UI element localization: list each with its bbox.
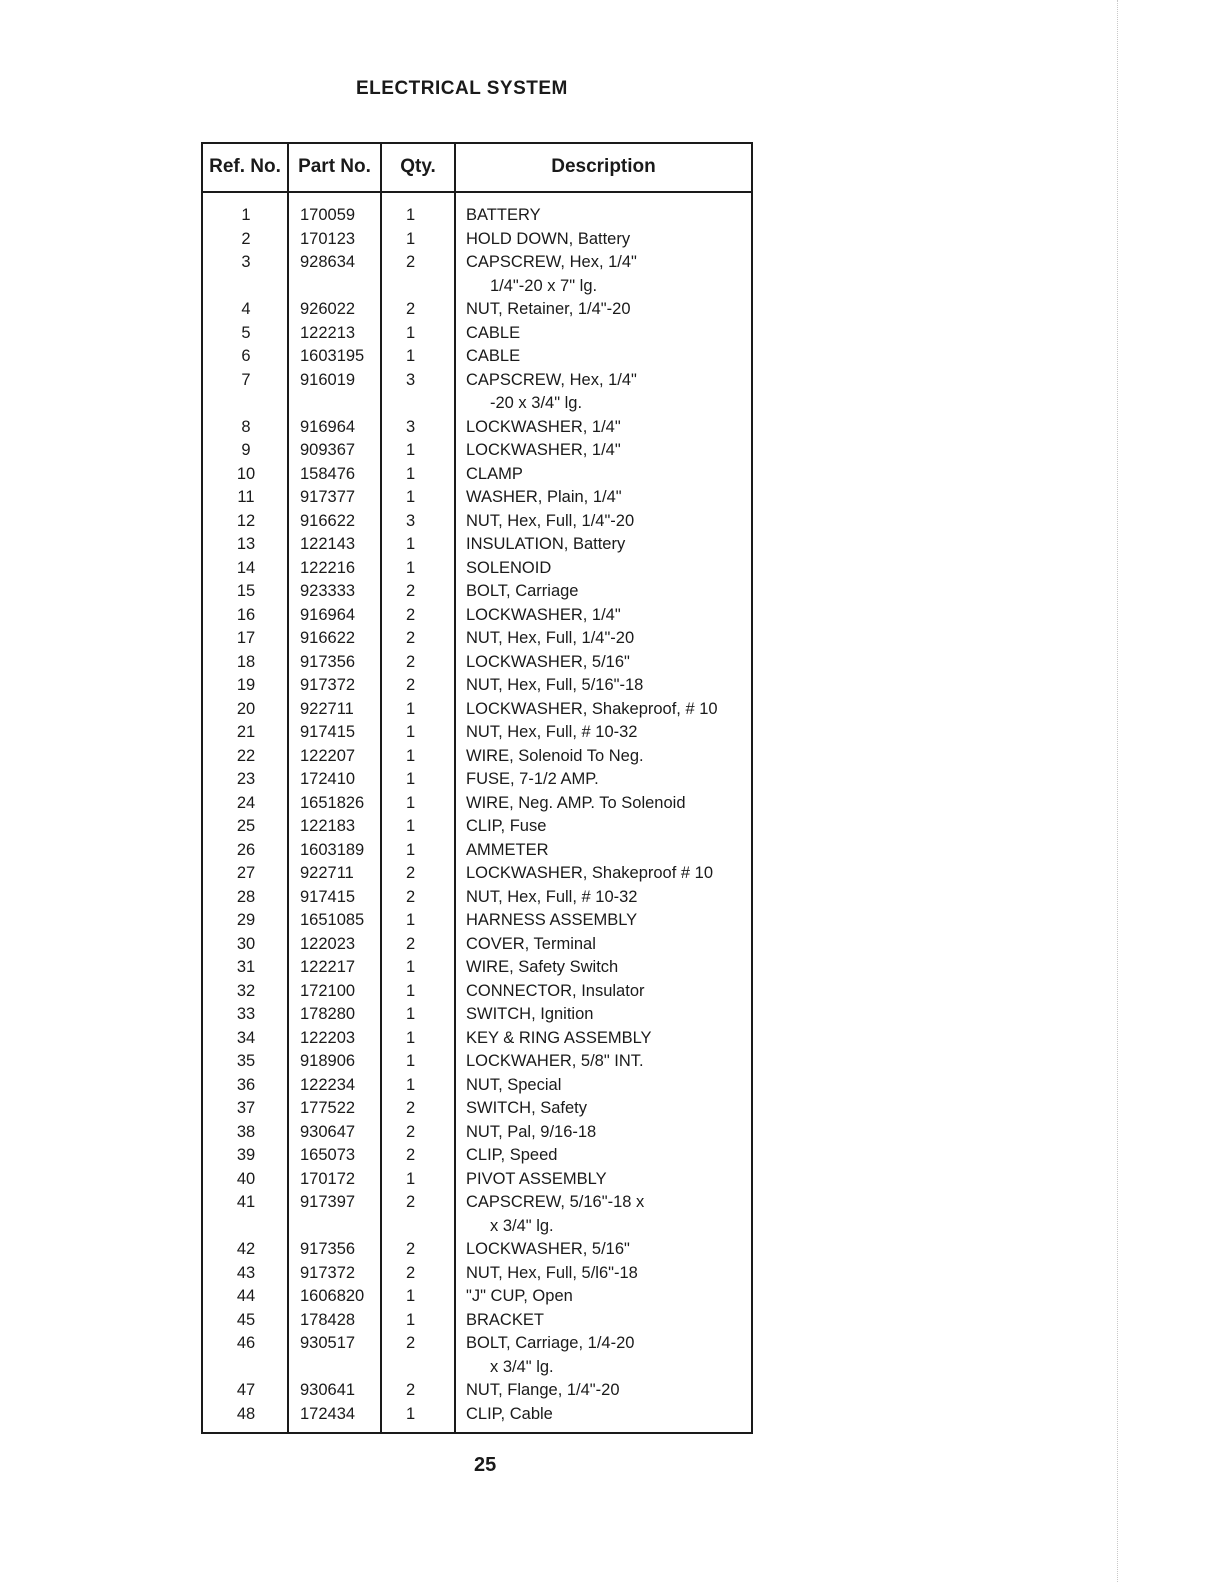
part-number-cell: 170172: [300, 1169, 356, 1188]
quantity-cell: 2: [406, 652, 416, 671]
ref-cell: [203, 1215, 289, 1239]
ref-cell: 43: [236, 1263, 256, 1282]
description-cell: x 3/4" lg.: [490, 1357, 554, 1376]
table-row: [203, 486, 751, 510]
part-number-cell: 1651826: [300, 793, 365, 812]
ref-cell: [203, 275, 289, 299]
quantity-cell: 2: [406, 1263, 416, 1282]
part-number-cell: 918906: [300, 1052, 356, 1070]
quantity-cell: 1: [406, 1404, 416, 1423]
description-cell: CLAMP: [466, 464, 523, 483]
table-row: [203, 651, 751, 675]
page-title: ELECTRICAL SYSTEM: [356, 78, 568, 99]
description-cell: CABLE: [466, 347, 521, 365]
table-row: [203, 1332, 751, 1356]
quantity-cell: 1: [406, 558, 416, 577]
table-row: [203, 627, 751, 651]
part-number-cell: 122213: [300, 323, 356, 342]
quantity-cell: 3: [406, 370, 416, 389]
description-cell: HOLD DOWN, Battery: [466, 229, 631, 248]
part-number-cell: 917415: [300, 723, 356, 741]
ref-cell: 33: [236, 1005, 256, 1023]
table-row: [203, 322, 751, 346]
table-row: [203, 980, 751, 1004]
part-number-cell: 917377: [300, 488, 356, 506]
ref-cell: 19: [236, 676, 256, 694]
table-row: [203, 862, 751, 886]
ref-cell: 10: [236, 464, 256, 483]
table-row: [203, 275, 751, 299]
part-number-cell: 917356: [300, 652, 356, 671]
description-cell: BATTERY: [466, 206, 541, 224]
description-cell: HARNESS ASSEMBLY: [466, 911, 638, 929]
part-number-cell: 930641: [300, 1381, 356, 1399]
page-number: 25: [474, 1454, 497, 1476]
quantity-cell: 2: [406, 934, 416, 953]
ref-cell: 11: [237, 488, 255, 506]
quantity-cell: 2: [406, 1099, 416, 1117]
description-cell: LOCKWAHER, 5/8" INT.: [466, 1052, 644, 1070]
table-row: [203, 604, 751, 628]
part-number-cell: 170123: [300, 229, 356, 248]
table-row: [203, 1097, 751, 1121]
quantity-cell: 2: [406, 1146, 416, 1164]
description-cell: SWITCH, Ignition: [466, 1005, 594, 1023]
quantity-cell: 1: [406, 699, 416, 718]
table-row: [203, 533, 751, 557]
description-cell: LOCKWASHER, Shakeproof, # 10: [466, 699, 718, 718]
quantity-cell: 1: [406, 1075, 416, 1094]
ref-cell: 45: [236, 1310, 256, 1329]
description-cell: WIRE, Solenoid To Neg.: [466, 746, 644, 765]
table-row: [203, 1050, 751, 1074]
ref-cell: 34: [236, 1028, 256, 1047]
ref-cell: 26: [236, 840, 256, 859]
part-number-cell: 926022: [300, 300, 356, 318]
ref-cell: 36: [236, 1075, 256, 1094]
quantity-cell: 2: [406, 629, 416, 647]
quantity-cell: 2: [406, 605, 416, 624]
description-cell: WIRE, Neg. AMP. To Solenoid: [466, 793, 686, 812]
table-row: [203, 1027, 751, 1051]
table-row: [203, 839, 751, 863]
description-cell: WIRE, Safety Switch: [466, 958, 619, 976]
part-number-cell: 178280: [300, 1005, 356, 1023]
part-number-cell: 917397: [300, 1193, 356, 1211]
quantity-cell: 3: [406, 511, 416, 530]
part-number-cell: 916964: [300, 417, 356, 436]
description-cell: x 3/4" lg.: [490, 1216, 554, 1235]
ref-cell: 12: [236, 511, 256, 530]
description-cell: FUSE, 7-1/2 AMP.: [466, 770, 599, 788]
description-cell: NUT, Flange, 1/4"-20: [466, 1381, 620, 1399]
description-cell: BRACKET: [466, 1310, 544, 1329]
description-cell: LOCKWASHER, 1/4": [466, 441, 621, 459]
description-cell: LOCKWASHER, 1/4": [466, 605, 621, 624]
description-cell: CLIP, Fuse: [466, 817, 547, 835]
ref-cell: 6: [241, 347, 251, 365]
quantity-cell: 1: [406, 488, 416, 506]
part-number-cell: 122216: [300, 558, 356, 577]
table-row: [203, 439, 751, 463]
part-number-cell: 122023: [300, 934, 356, 953]
ref-cell: 9: [241, 441, 251, 459]
ref-cell: [203, 1356, 289, 1380]
table-row: [203, 463, 751, 487]
description-cell: CAPSCREW, Hex, 1/4": [466, 370, 637, 389]
ref-cell: 23: [236, 770, 256, 788]
page-edge: [1117, 0, 1118, 1582]
table-row: [203, 1215, 751, 1239]
quantity-cell: 2: [406, 253, 416, 271]
ref-cell: 27: [236, 864, 256, 882]
table-row: [203, 1285, 751, 1309]
part-number-cell: [289, 392, 384, 416]
table-row: [203, 1238, 751, 1262]
ref-cell: 48: [236, 1404, 256, 1423]
table-row: [203, 1403, 751, 1427]
part-number-cell: 172434: [300, 1404, 356, 1423]
description-cell: SOLENOID: [466, 558, 552, 577]
ref-cell: 21: [236, 723, 256, 741]
table-row: [203, 721, 751, 745]
part-number-cell: 928634: [300, 253, 356, 271]
ref-cell: 14: [236, 558, 256, 577]
part-number-cell: 172100: [300, 981, 356, 1000]
quantity-cell: [384, 275, 456, 299]
quantity-cell: 2: [406, 1240, 416, 1258]
table-body: [203, 204, 751, 1426]
part-number-cell: 917372: [300, 676, 356, 694]
description-cell: CAPSCREW, Hex, 1/4": [466, 253, 637, 271]
description-cell: CABLE: [466, 323, 521, 342]
quantity-cell: 1: [406, 723, 416, 741]
quantity-cell: 1: [406, 1028, 416, 1047]
ref-cell: [203, 392, 289, 416]
ref-cell: 24: [236, 793, 256, 812]
quantity-cell: 2: [406, 582, 416, 600]
ref-cell: 47: [236, 1381, 256, 1399]
part-number-cell: 930517: [300, 1334, 356, 1352]
column-header-part: Part No.: [298, 156, 371, 177]
part-number-cell: 1603189: [300, 840, 365, 859]
table-row: [203, 251, 751, 275]
part-number-cell: 917415: [300, 887, 356, 906]
quantity-cell: 1: [406, 535, 416, 553]
ref-cell: 31: [236, 958, 256, 976]
table-row: [203, 1379, 751, 1403]
description-cell: BOLT, Carriage, 1/4-20: [466, 1334, 635, 1352]
ref-cell: 18: [236, 652, 256, 671]
part-number-cell: 122183: [300, 817, 356, 835]
column-header-description: Description: [551, 156, 656, 177]
ref-cell: 3: [241, 253, 251, 271]
description-cell: NUT, Hex, Full, 1/4"-20: [466, 629, 635, 647]
description-cell: -20 x 3/4" lg.: [490, 394, 583, 412]
quantity-cell: 1: [406, 1169, 416, 1188]
ref-cell: 46: [236, 1334, 256, 1352]
description-cell: NUT, Hex, Full, 5/16"-18: [466, 676, 644, 694]
part-number-cell: 158476: [300, 464, 356, 483]
part-number-cell: 122207: [300, 746, 356, 765]
description-cell: SWITCH, Safety: [466, 1099, 588, 1117]
description-cell: NUT, Retainer, 1/4"-20: [466, 300, 631, 318]
ref-cell: 25: [236, 817, 256, 835]
part-number-cell: 922711: [300, 864, 354, 882]
description-cell: BOLT, Carriage: [466, 582, 579, 600]
description-cell: CLIP, Speed: [466, 1146, 558, 1164]
table-row: [203, 1262, 751, 1286]
ref-cell: 40: [236, 1169, 256, 1188]
quantity-cell: 1: [406, 746, 416, 765]
description-cell: NUT, Hex, Full, 5/l6"-18: [466, 1263, 638, 1282]
description-cell: CLIP, Cable: [466, 1404, 553, 1423]
ref-cell: 22: [236, 746, 256, 765]
quantity-cell: 1: [406, 840, 416, 859]
description-cell: NUT, Pal, 9/16-18: [466, 1122, 597, 1141]
quantity-cell: 1: [406, 981, 416, 1000]
part-number-cell: 917372: [300, 1263, 356, 1282]
part-number-cell: 177522: [300, 1099, 356, 1117]
table-row: [203, 557, 751, 581]
part-number-cell: 922711: [300, 699, 354, 718]
description-cell: NUT, Hex, Full, # 10-32: [466, 723, 638, 741]
ref-cell: 39: [236, 1146, 256, 1164]
table-row: [203, 510, 751, 534]
table-row: [203, 345, 751, 369]
ref-cell: 41: [236, 1193, 256, 1211]
table-row: [203, 369, 751, 393]
quantity-cell: 2: [406, 887, 416, 906]
part-number-cell: 122203: [300, 1028, 356, 1047]
table-row: [203, 1356, 751, 1380]
table-row: [203, 745, 751, 769]
table-row: [203, 815, 751, 839]
quantity-cell: 1: [406, 229, 416, 248]
quantity-cell: 1: [406, 206, 416, 224]
part-number-cell: 916019: [300, 370, 356, 389]
quantity-cell: [384, 1356, 456, 1380]
part-number-cell: 122217: [300, 958, 356, 976]
quantity-cell: [384, 392, 456, 416]
part-number-cell: 916964: [300, 605, 356, 624]
ref-cell: 7: [241, 370, 251, 389]
table-row: [203, 228, 751, 252]
ref-cell: 4: [241, 300, 251, 318]
part-number-cell: 1606820: [300, 1287, 365, 1305]
quantity-cell: 1: [406, 347, 416, 365]
quantity-cell: 1: [406, 1287, 416, 1305]
ref-cell: 38: [236, 1122, 256, 1141]
description-cell: AMMETER: [466, 840, 549, 859]
description-cell: NUT, Special: [466, 1075, 562, 1094]
description-cell: "J" CUP, Open: [466, 1287, 573, 1305]
quantity-cell: 1: [406, 464, 416, 483]
part-number-cell: 170059: [300, 206, 356, 224]
part-number-cell: 122143: [300, 535, 356, 553]
table-row: [203, 933, 751, 957]
part-number-cell: [289, 1356, 384, 1380]
quantity-cell: 1: [406, 1052, 416, 1070]
quantity-cell: 1: [406, 1005, 416, 1023]
quantity-cell: 1: [406, 323, 416, 342]
quantity-cell: 3: [406, 417, 416, 436]
part-number-cell: 916622: [300, 511, 356, 530]
description-cell: CAPSCREW, 5/16"-18 x: [466, 1193, 645, 1211]
ref-cell: 37: [236, 1099, 256, 1117]
header-divider: [203, 191, 751, 193]
ref-cell: 8: [241, 417, 251, 436]
quantity-cell: 2: [406, 864, 416, 882]
table-row: [203, 956, 751, 980]
description-cell: NUT, Hex, Full, 1/4"-20: [466, 511, 635, 530]
description-cell: COVER, Terminal: [466, 934, 596, 953]
ref-cell: 32: [236, 981, 256, 1000]
description-cell: WASHER, Plain, 1/4": [466, 488, 622, 506]
table-row: [203, 1191, 751, 1215]
ref-cell: 42: [236, 1240, 256, 1258]
ref-cell: 29: [236, 911, 256, 929]
ref-cell: 13: [236, 535, 256, 553]
ref-cell: 17: [236, 629, 256, 647]
part-number-cell: 909367: [300, 441, 356, 459]
description-cell: LOCKWASHER, 5/16": [466, 652, 630, 671]
part-number-cell: [289, 1215, 384, 1239]
ref-cell: 5: [241, 323, 251, 342]
description-cell: NUT, Hex, Full, # 10-32: [466, 887, 638, 906]
part-number-cell: 930647: [300, 1122, 356, 1141]
description-cell: 1/4"-20 x 7" lg.: [490, 276, 598, 295]
part-number-cell: 165073: [300, 1146, 356, 1164]
ref-cell: 15: [236, 582, 256, 600]
ref-cell: 16: [236, 605, 256, 624]
quantity-cell: 1: [406, 1310, 416, 1329]
table-row: [203, 1168, 751, 1192]
quantity-cell: 1: [406, 958, 416, 976]
description-cell: CONNECTOR, Insulator: [466, 981, 645, 1000]
parts-table: [201, 142, 753, 1434]
ref-cell: 44: [236, 1287, 256, 1305]
table-row: [203, 204, 751, 228]
table-row: [203, 1121, 751, 1145]
table-row: [203, 768, 751, 792]
quantity-cell: 2: [406, 1193, 416, 1211]
table-row: [203, 298, 751, 322]
description-cell: LOCKWASHER, Shakeproof # 10: [466, 864, 714, 882]
quantity-cell: 2: [406, 1122, 416, 1141]
description-cell: PIVOT ASSEMBLY: [466, 1169, 607, 1188]
quantity-cell: 1: [406, 911, 416, 929]
quantity-cell: 1: [406, 770, 416, 788]
ref-cell: 2: [241, 229, 251, 248]
quantity-cell: 1: [406, 793, 416, 812]
part-number-cell: 1603195: [300, 347, 365, 365]
description-cell: LOCKWASHER, 1/4": [466, 417, 621, 436]
quantity-cell: 2: [406, 1381, 416, 1399]
table-row: [203, 392, 751, 416]
part-number-cell: 917356: [300, 1240, 356, 1258]
part-number-cell: 172410: [300, 770, 356, 788]
table-row: [203, 1144, 751, 1168]
table-row: [203, 416, 751, 440]
part-number-cell: 923333: [300, 582, 356, 600]
table-row: [203, 886, 751, 910]
part-number-cell: 178428: [300, 1310, 356, 1329]
ref-cell: 1: [241, 206, 251, 224]
ref-cell: 30: [236, 934, 256, 953]
table-row: [203, 698, 751, 722]
column-header-ref: Ref. No.: [209, 156, 281, 177]
quantity-cell: 2: [406, 300, 416, 318]
table-row: [203, 792, 751, 816]
description-cell: KEY & RING ASSEMBLY: [466, 1028, 652, 1047]
table-row: [203, 1003, 751, 1027]
part-number-cell: [289, 275, 384, 299]
quantity-cell: 1: [406, 441, 416, 459]
quantity-cell: 2: [406, 676, 416, 694]
description-cell: LOCKWASHER, 5/16": [466, 1240, 630, 1258]
quantity-cell: [384, 1215, 456, 1239]
table-row: [203, 674, 751, 698]
description-cell: INSULATION, Battery: [466, 535, 626, 553]
table-row: [203, 580, 751, 604]
quantity-cell: 2: [406, 1334, 416, 1352]
ref-cell: 35: [236, 1052, 256, 1070]
table-row: [203, 1074, 751, 1098]
ref-cell: 20: [236, 699, 256, 718]
table-row: [203, 1309, 751, 1333]
quantity-cell: 1: [406, 817, 416, 835]
part-number-cell: 1651085: [300, 911, 365, 929]
table-row: [203, 909, 751, 933]
part-number-cell: 916622: [300, 629, 356, 647]
part-number-cell: 122234: [300, 1075, 356, 1094]
column-header-qty: Qty.: [400, 156, 436, 177]
ref-cell: 28: [236, 887, 256, 906]
